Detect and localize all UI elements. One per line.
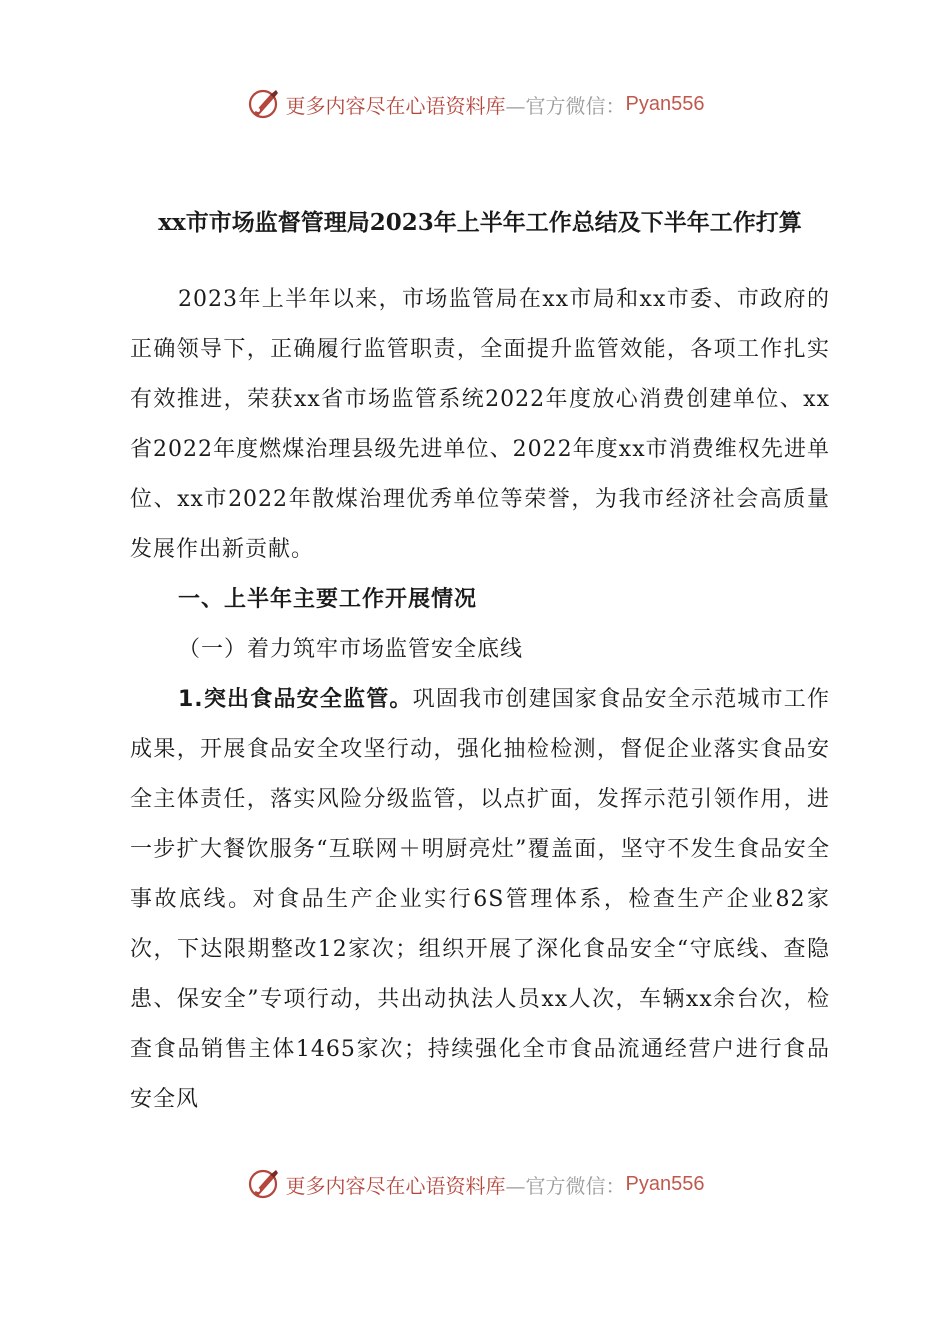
- item-text-1: 巩固我市创建国家食品安全示范城市工作成果，开展食品安全攻坚行动，强化抽检检测，督促企业落实食品安全主体责任，落实风险分级监管，以点扩面，发挥示范引领作用，进一步扩大餐饮服务“互联网＋明厨亮灶”覆盖面，坚守不发生食品安全事故底线。对食品生产企业实行6S管理体系，检查生产企业82家次，下达限期整改12家次；组织开展了深化食品安全“守底线、查隐患、保安全”专项行动，共出动执法人员xx人次，车辆xx余台次，检查食品销售主体1465家次；持续强化全市食品流通经营户进行食品安全风: [130, 687, 830, 1112]
- section-heading-1: 一、上半年主要工作开展情况: [178, 587, 478, 612]
- watermark-main-text: 更多内容尽在心语资料库: [285, 93, 506, 118]
- subsection-heading-1: （一）着力筑牢市场监管安全底线: [178, 637, 524, 662]
- watermark-wechat-id: Pyan556: [625, 92, 705, 115]
- watermark-banner-top: [0, 82, 950, 126]
- document-body: [130, 275, 830, 1125]
- pen-logo-icon: [246, 86, 282, 122]
- watermark-separator-text: —官方微信：: [505, 1173, 626, 1198]
- watermark-main-text: 更多内容尽在心语资料库: [285, 1173, 506, 1198]
- item-lead-1: 1.突出食品安全监管。: [178, 687, 413, 712]
- item-paragraph-1: [130, 675, 830, 1125]
- intro-paragraph: 2023年上半年以来，市场监管局在xx市局和xx市委、市政府的正确领导下，正确履行监管职责，全面提升监管效能，各项工作扎实有效推进，荣获xx省市场监管系统2022年度放心消费创建单位、xx省2022年度燃煤治理县级先进单位、2022年度xx市消费维权先进单位、xx市2022年散煤治理优秀单位等荣誉，为我市经济社会高质量发展作出新贡献。: [130, 287, 830, 562]
- document-title: xx市市场监督管理局2023年上半年工作总结及下半年工作打算: [158, 209, 802, 236]
- pen-logo-icon: [246, 1166, 282, 1202]
- watermark-wechat-id: Pyan556: [625, 1172, 705, 1195]
- watermark-banner-bottom: [0, 1162, 950, 1206]
- watermark-separator-text: —官方微信：: [505, 93, 626, 118]
